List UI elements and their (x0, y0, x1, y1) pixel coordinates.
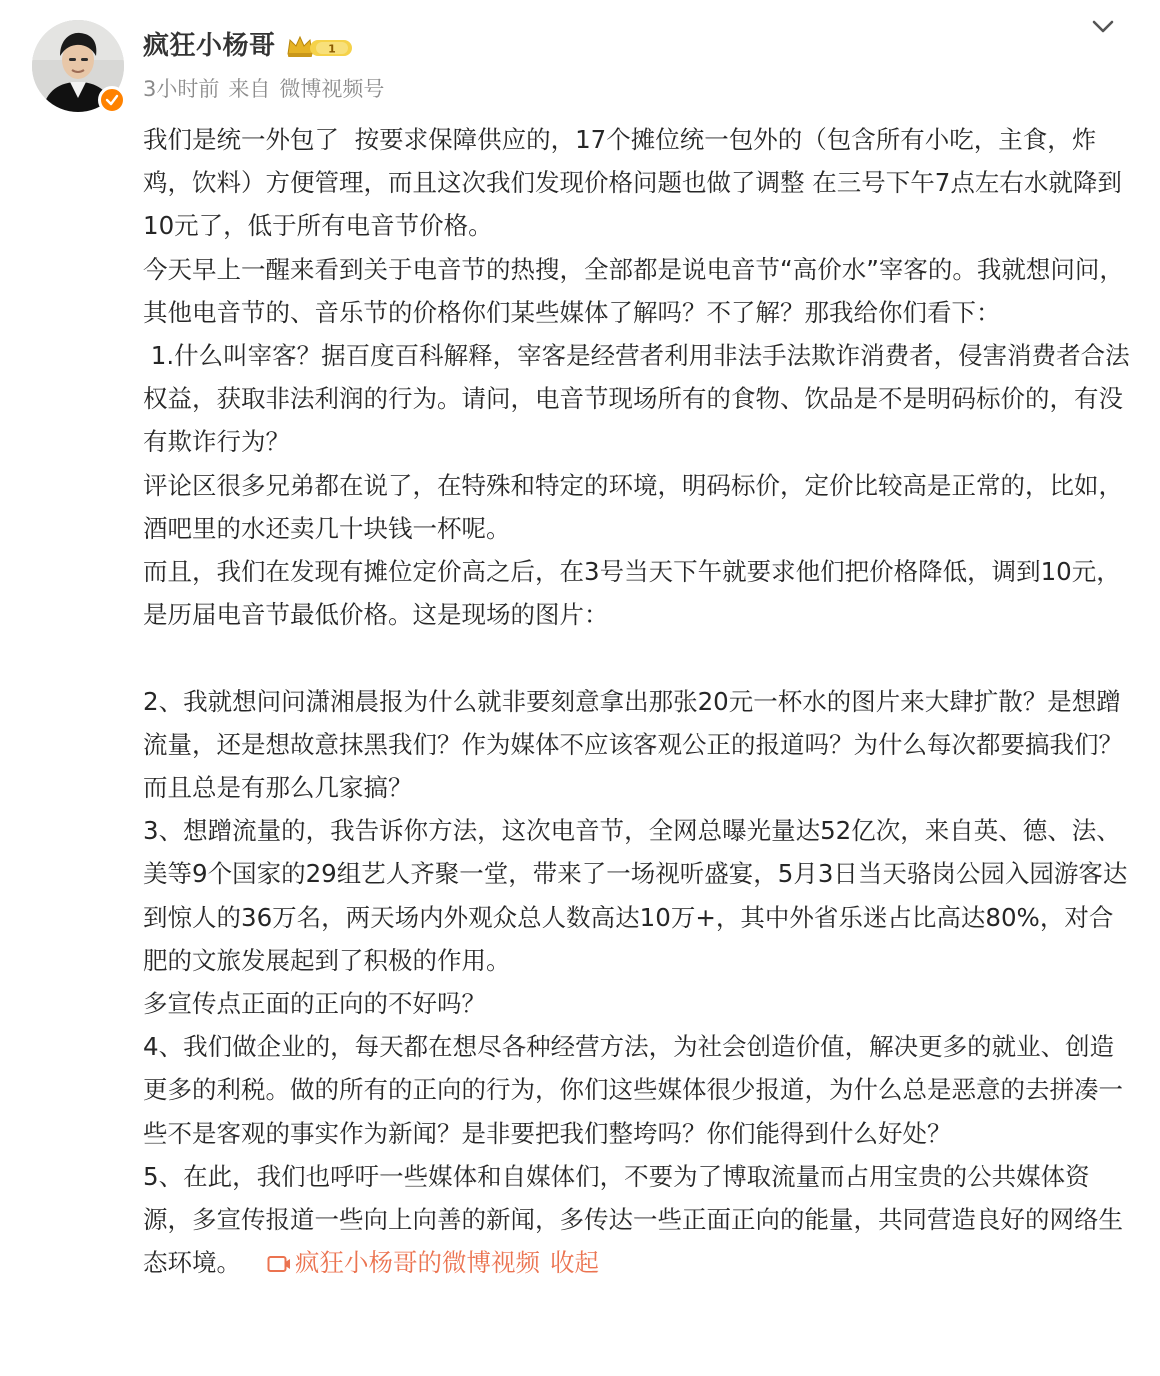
video-icon[interactable] (267, 1244, 291, 1287)
paragraph: 评论区很多兄弟都在说了，在特殊和特定的环境，明码标价，定价比较高是正常的，比如，酒吧里的水还卖几十块钱一杯呢。 (143, 470, 1123, 543)
paragraph: 4、我们做企业的，每天都在想尽各种经营方法，为社会创造价值，解决更多的就业、创造更多的利税。做的所有的正向的行为，你们这些媒体很少报道，为什么总是恶意的去拼凑一些不是客观的事实作为新闻？是非要把我们整垮吗？你们能得到什么好处？ (143, 1032, 1123, 1148)
chevron-down-icon[interactable] (1086, 12, 1120, 42)
paragraph: 而且，我们在发现有摊位定价高之后，在3号当天下午就要求他们把价格降低，调到10元，是历届电音节最低价格。这是现场的图片： (143, 557, 1121, 630)
paragraph: 多宣传点正面的正向的不好吗？ (143, 989, 486, 1019)
paragraph: 3、想蹭流量的，我告诉你方法，这次电音节，全网总曝光量达52亿次，来自英、德、法、美等9个国家的29组艺人齐聚一堂，带来了一场视听盛宴，5月3日当天骆岗公园入园游客达到惊人的36万名，两天场内外观众总人数高达10万+，其中外省乐迷占比高达80%，对合肥的文旅发展起到了积极的作用。 (143, 816, 1128, 975)
post-time: 3小时前 (143, 77, 220, 101)
verified-icon (98, 86, 126, 114)
username[interactable]: 疯狂小杨哥 (143, 31, 276, 61)
paragraph: 今天早上一醒来看到关于电音节的热搜，全部都是说电音节“高价水”宰客的。我就想问问，其他电音节的、音乐节的价格你们某些媒体了解吗？不了解？那我给你们看下： (143, 254, 1124, 327)
collapse-button[interactable]: 收起 (550, 1248, 599, 1278)
video-link[interactable]: 疯狂小杨哥的微博视频 (295, 1248, 540, 1278)
crown-level-icon[interactable] (286, 34, 354, 60)
paragraph: 1.什么叫宰客？据百度百科解释，宰客是经营者利用非法手法欺诈消费者，侵害消费者合法权益，获取非法利润的行为。请问，电音节现场所有的食物、饮品是不是明码标价的，有没有欺诈行为？ (143, 341, 1130, 457)
post-content (143, 118, 1133, 1287)
post-source[interactable]: 微博视频号 (279, 77, 385, 101)
level-number: 1 (328, 42, 336, 56)
paragraph: 我们是统一外包了 按要求保障供应的，17个摊位统一包外的（包含所有小吃，主食，炸鸡，饮料）方便管理，而且这次我们发现价格问题也做了调整 在三号下午7点左右水就降到10元了，低于所有电音节价格。 (143, 125, 1122, 241)
blank-line (143, 636, 1133, 679)
post-meta (143, 74, 393, 104)
source-prefix: 来自 (228, 77, 271, 101)
last-paragraph-text: 5、在此，我们也呼吁一些媒体和自媒体们，不要为了博取流量而占用宝贵的公共媒体资源，多宣传报道一些向上向善的新闻，多传达一些正面正向的能量，共同营造良好的网络生态环境。 (143, 1161, 1123, 1278)
last-paragraph (143, 1155, 1133, 1288)
paragraph: 2、我就想问问潇湘晨报为什么就非要刻意拿出那张20元一杯水的图片来大肆扩散？是想蹭流量，还是想故意抹黑我们？作为媒体不应该客观公正的报道吗？为什么每次都要搞我们？而且总是有那么几家搞？ (143, 686, 1123, 803)
